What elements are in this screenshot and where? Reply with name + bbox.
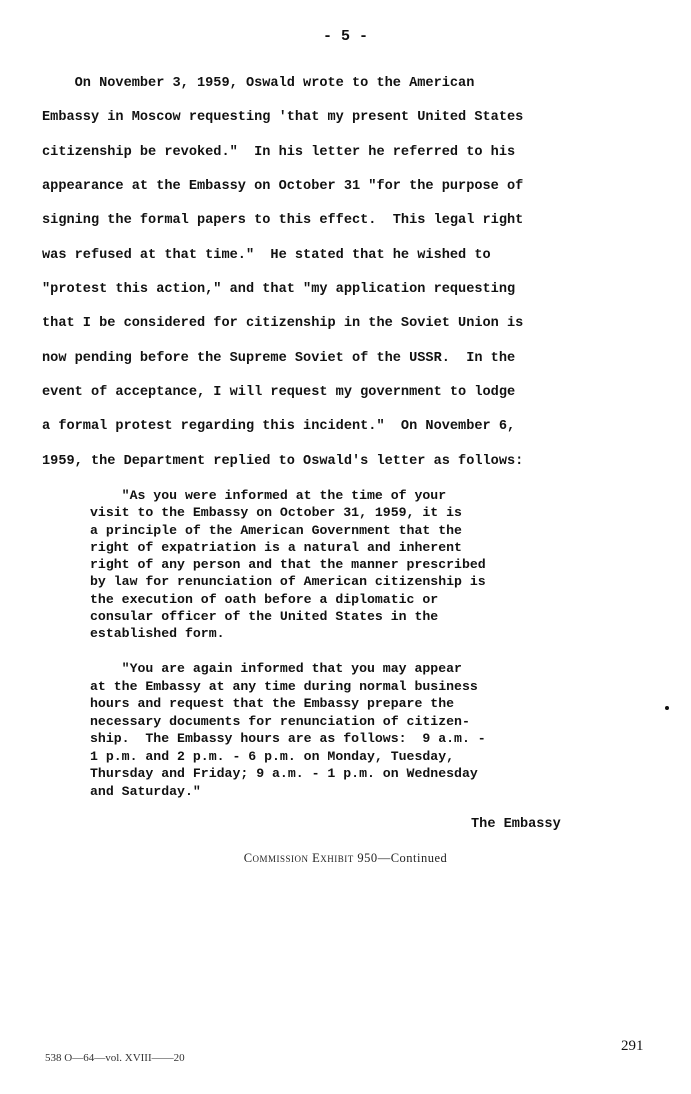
quote-line: visit to the Embassy on October 31, 1959, it is <box>90 505 462 520</box>
text-line: Embassy in Moscow requesting 'that my present United States <box>42 110 524 125</box>
quote-line: 1 p.m. and 2 p.m. - 6 p.m. on Monday, Tuesday, <box>90 749 455 764</box>
signature-embassy: The Embassy <box>471 817 561 832</box>
text-line: event of acceptance, I will request my government to lodge <box>42 385 516 400</box>
quote-line: the execution of oath before a diplomatic or <box>90 592 439 607</box>
print-code: 538 O—64—vol. XVIII——20 <box>45 1052 185 1064</box>
quote-line: and Saturday." <box>90 784 201 799</box>
text-line: was refused at that time." He stated that he wished to <box>42 248 491 263</box>
quote-line: necessary documents for renunciation of citizen- <box>90 714 470 729</box>
quote-line: right of any person and that the manner prescribed <box>90 557 486 572</box>
text-line: 1959, the Department replied to Oswald's letter as follows: <box>42 454 524 469</box>
page-number: - 5 - <box>322 28 368 45</box>
quote-line: "As you were informed at the time of your <box>90 488 447 503</box>
text-line: a formal protest regarding this incident." On November 6, <box>42 419 516 434</box>
exhibit-suffix: —Continued <box>377 851 448 865</box>
quote-line: hours and request that the Embassy prepare the <box>90 696 455 711</box>
text-line: On November 3, 1959, Oswald wrote to the American <box>42 76 475 91</box>
volume-page-number: 291 <box>621 1038 644 1054</box>
scan-speck <box>665 706 669 710</box>
quote-line: ship. The Embassy hours are as follows: 9 a.m. - <box>90 731 486 746</box>
quote-line: Thursday and Friday; 9 a.m. - 1 p.m. on Wednesday <box>90 766 478 781</box>
text-line: that I be considered for citizenship in the Soviet Union is <box>42 316 524 331</box>
quote-line: consular officer of the United States in the <box>90 609 439 624</box>
quote-line: by law for renunciation of American citizenship is <box>90 574 486 589</box>
quote-line: "You are again informed that you may appear <box>90 661 462 676</box>
exhibit-label: Commission Exhibit 950 <box>243 851 378 865</box>
exhibit-caption <box>0 851 691 866</box>
quote-line: a principle of the American Government that the <box>90 523 462 538</box>
text-line: signing the formal papers to this effect. This legal right <box>42 213 524 228</box>
quote-line: at the Embassy at any time during normal business <box>90 679 478 694</box>
text-line: citizenship be revoked." In his letter he referred to his <box>42 145 516 160</box>
text-line: "protest this action," and that "my application requesting <box>42 282 516 297</box>
text-line: appearance at the Embassy on October 31 "for the purpose of <box>42 179 524 194</box>
quote-line: right of expatriation is a natural and inherent <box>90 540 462 555</box>
text-line: now pending before the Supreme Soviet of the USSR. In the <box>42 351 516 366</box>
quote-line: established form. <box>90 626 225 641</box>
